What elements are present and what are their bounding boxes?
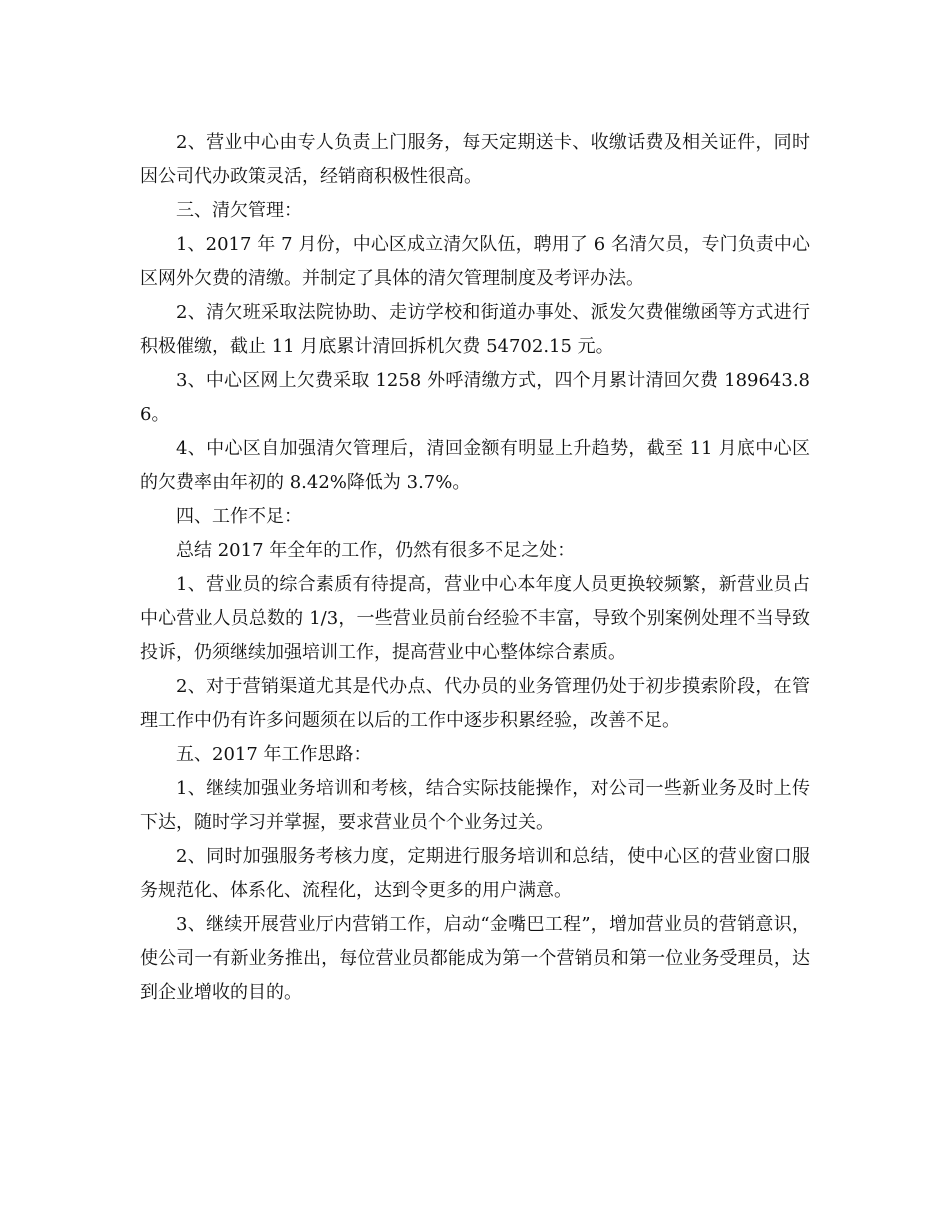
paragraph-shortcomings-summary: 总结 2017 年全年的工作，仍然有很多不足之处： [176,540,576,561]
paragraph-service-assessment: 2、同时加强服务考核力度，定期进行服务培训和总结，使中心区的营业窗口服务规范化、体系化、流程化，达到令更多的用户满意。 [140,846,810,901]
document-body [140,126,810,1010]
paragraph-in-store-marketing: 3、继续开展营业厅内营销工作，启动“金嘴巴工程”，增加营业员的营销意识，使公司一有新业务推出，每位营业员都能成为第一个营销员和第一位业务受理员，达到企业增收的目的。 [140,914,810,1003]
paragraph-channel-management: 2、对于营销渠道尤其是代办点、代办员的业务管理仍处于初步摸索阶段，在管理工作中仍有许多问题须在以后的工作中逐步积累经验，改善不足。 [140,676,810,731]
paragraph-sales-center-door-service: 2、营业中心由专人负责上门服务，每天定期送卡、收缴话费及相关证件，同时因公司代办政策灵活，经销商积极性很高。 [140,132,810,187]
section-heading-work-plan: 五、2017 年工作思路： [176,744,372,765]
paragraph-debt-collection-methods: 2、清欠班采取法院协助、走访学校和街道办事处、派发欠费催缴函等方式进行积极催缴，截止 11 月底累计清回拆机欠费 54702.15 元。 [140,302,810,357]
paragraph-online-debt-calls: 3、中心区网上欠费采取 1258 外呼清缴方式，四个月累计清回欠费 189643.86。 [140,370,810,425]
section-heading-shortcomings: 四、工作不足： [176,506,302,527]
paragraph-staff-quality: 1、营业员的综合素质有待提高，营业中心本年度人员更换较频繁，新营业员占中心营业人员总数的 1/3，一些营业员前台经验不丰富，导致个别案例处理不当导致投诉，仍须继续加强培训工作，提高营业中心整体综合素质。 [140,574,810,663]
section-heading-debt-management: 三、清欠管理： [176,200,302,221]
paragraph-debt-rate-decline: 4、中心区自加强清欠管理后，清回金额有明显上升趋势，截至 11 月底中心区的欠费率由年初的 8.42%降低为 3.7%。 [140,438,810,493]
paragraph-debt-team: 1、2017 年 7 月份，中心区成立清欠队伍，聘用了 6 名清欠员，专门负责中心区网外欠费的清缴。并制定了具体的清欠管理制度及考评办法。 [140,234,810,289]
paragraph-training-plan: 1、继续加强业务培训和考核，结合实际技能操作，对公司一些新业务及时上传下达，随时学习并掌握，要求营业员个个业务过关。 [140,778,810,833]
